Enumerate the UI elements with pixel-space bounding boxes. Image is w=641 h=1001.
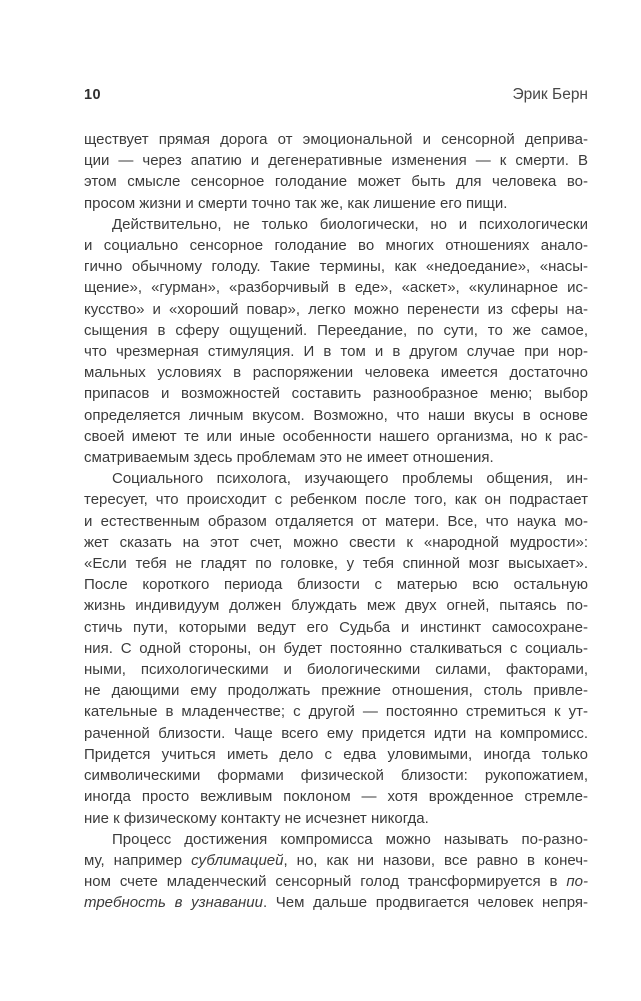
text-line: иногда просто вежливым поклоном — хотя врожденное стремле-	[84, 788, 588, 806]
text-line: Процесс достижения компромисса можно называть по-разно-	[112, 830, 588, 848]
text-line: кусство» и «хороший повар», легко можно перенести из сферы на-	[84, 300, 588, 318]
text-line: гично обычному голоду. Такие термины, как «недоедание», «насы-	[84, 258, 588, 276]
text-line: Действительно, не только биологически, но и психологически	[112, 215, 588, 233]
text-line: ными, психологическими и биологическими силами, факторами,	[84, 661, 588, 679]
text-line: раченной близости. Чаще всего ему придется идти на компромисс.	[84, 724, 588, 742]
text-line: ции — через апатию и дегенеративные изменения — к смерти. В	[84, 152, 588, 170]
text-segment: му, например	[84, 851, 192, 869]
text-line: просом жизни и смерти точно так же, как лишение его пищи.	[84, 194, 508, 212]
running-title-author: Эрик Берн	[512, 86, 588, 103]
text-line: этом смысле сенсорное голодание может быть для человека во-	[84, 173, 588, 191]
text-segment: ном счете младенческий сенсорный голод трансформируется в	[84, 873, 567, 891]
text-line: После короткого периода близости с матерью всю остальную	[84, 576, 588, 594]
text-line: сыщения в сферу ощущений. Переедание, по сути, то же самое,	[84, 321, 588, 339]
paragraph	[84, 129, 588, 214]
text-line: не дающими ему продолжать прежние отношения, столь привле-	[84, 682, 588, 700]
text-line	[84, 871, 588, 892]
page-header	[84, 86, 588, 103]
text-line: ние к физическому контакту не исчезнет никогда.	[84, 809, 429, 827]
text-line: стичь пути, которыми ведут его Судьба и инстинкт самосохране-	[84, 618, 588, 636]
text-line: символическими формами физической близости: рукопожатием,	[84, 767, 588, 785]
italic-text: по-	[566, 873, 588, 891]
page-number: 10	[84, 87, 101, 103]
text-block	[84, 129, 588, 914]
text-line	[84, 892, 588, 913]
text-line	[84, 850, 588, 871]
paragraph	[84, 829, 588, 914]
text-line: сматриваемым здесь проблемам это не имеет отношения.	[84, 449, 494, 467]
text-line: ществует прямая дорога от эмоциональной и сенсорной деприва-	[84, 131, 588, 148]
text-line: жет сказать на этот счет, можно свести к «народной мудрости»:	[84, 533, 588, 551]
text-line: тересует, что происходит с ребенком после того, как он подрастает	[84, 491, 588, 509]
text-line: и естественным образом отдаляется от матери. Все, что наука мо-	[84, 512, 588, 530]
text-line: Социального психолога, изучающего проблемы общения, ин-	[112, 470, 588, 488]
text-line: ния. С одной стороны, он будет постоянно сталкиваться с социаль-	[84, 639, 588, 657]
text-line: что чрезмерная стимуляция. И в том и в другом случае при нор-	[84, 343, 588, 361]
text-line: мальных условиях в распоряжении человека имеется достаточно	[84, 364, 588, 382]
paragraph	[84, 214, 588, 468]
italic-text: сублимацией	[191, 851, 284, 869]
italic-text: требность в узнавании	[84, 894, 263, 912]
text-line: и социально сенсорное голодание во многих отношениях анало-	[84, 237, 588, 255]
text-line: кательные в младенчестве; с другой — постоянно стремиться к ут-	[84, 703, 588, 721]
text-segment: , но, как ни назови, все равно в конеч-	[283, 851, 589, 869]
text-line: «Если тебя не гладят по головке, у тебя спинной мозг высыхает».	[84, 555, 588, 573]
text-line: своей имеют те или иные особенности нашего организма, но к рас-	[84, 427, 588, 445]
text-line: припасов и возможностей составить разнообразное меню; выбор	[84, 385, 588, 403]
text-segment: . Чем дальше продвигается человек непря-	[262, 894, 588, 912]
text-line: определяется личным вкусом. Возможно, что наши вкусы в основе	[84, 406, 588, 424]
text-line: жизнь индивидуум должен блуждать меж двух огней, пытаясь по-	[84, 597, 588, 615]
text-line: Придется учиться иметь дело с едва уловимыми, иногда только	[84, 745, 588, 763]
text-line: щение», «гурман», «разборчивый в еде», «аскет», «кулинарное ис-	[84, 279, 588, 297]
paragraph	[84, 468, 588, 828]
